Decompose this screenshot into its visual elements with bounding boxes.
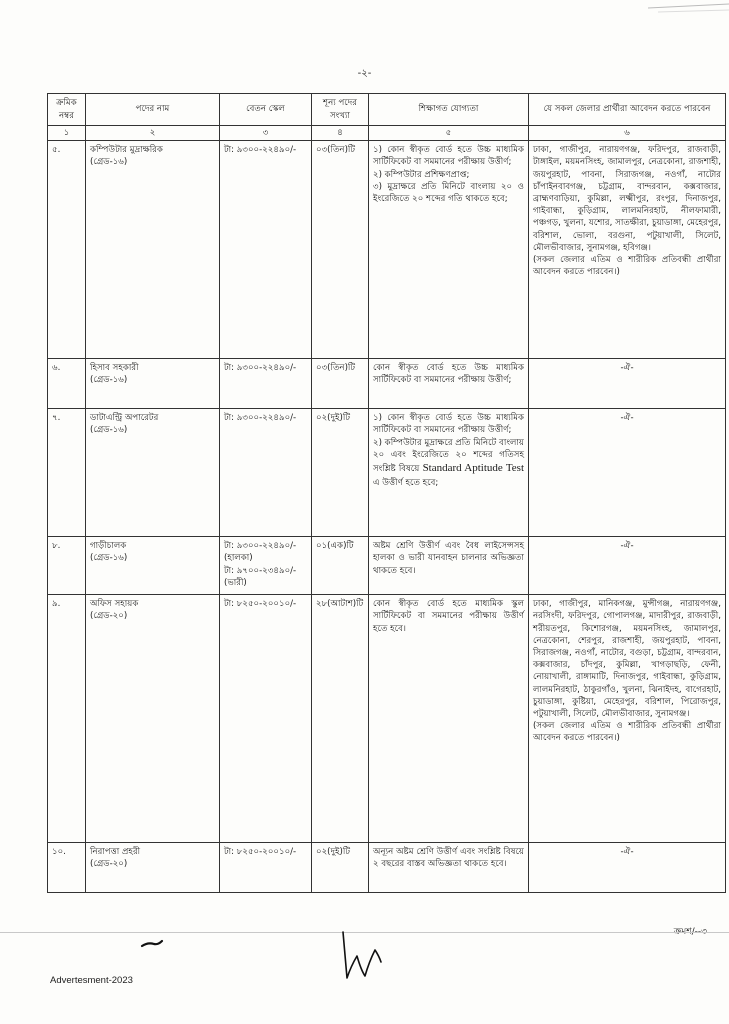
row-post (86, 843, 220, 893)
post-title: ডাটাএন্ট্রি অপারেটর (90, 413, 159, 424)
qualification-item-tail: এ উত্তীর্ণ হতে হবে; (373, 477, 439, 488)
post-grade: (গ্রেড-১৬) (90, 375, 128, 386)
row-post (86, 141, 220, 359)
column-number: ১ (48, 126, 86, 141)
row-qualification (369, 843, 529, 893)
row-qualification (369, 359, 529, 409)
row-vacancy: ০৩(তিন)টি (312, 141, 369, 359)
qualification-test-name: Standard Aptitude Test (422, 462, 525, 475)
post-grade: (গ্রেড-১৬) (90, 157, 128, 168)
post-title: কম্পিউটার মুদ্রাক্ষরিক (90, 145, 163, 156)
qualification-item: ১) কোন স্বীকৃত বোর্ড হতে উচ্চ মাধ্যমিক সার্টিফিকেট বা সমমানের পরীক্ষায় উত্তীর্ণ; (373, 413, 524, 436)
column-number-row (48, 126, 726, 141)
row-vacancy: ০২(দুই)টি (312, 843, 369, 893)
row-districts-same: -ঐ- (529, 359, 726, 409)
row-districts (529, 141, 726, 359)
row-districts-same: -ঐ- (529, 537, 726, 595)
column-number: ৩ (220, 126, 312, 141)
pay-scale-type: (ভারী) (224, 577, 247, 588)
post-grade: (গ্রেড-১৬) (90, 553, 128, 564)
district-list: ঢাকা, গাজীপুর, মানিকগঞ্জ, মুন্সীগঞ্জ, নারায়ণগঞ্জ, নরসিংদী, ফরিদপুর, গোপালগঞ্জ, মাদারীপুর, রাজবাড়ী, শরীয়তপুর, কিশোরগঞ্জ, ময়মনসিংহ, জামালপুর, নেত্রকোনা, শেরপুর, রাজশাহী, জয়পুরহাট, পাবনা, সিরাজগঞ্জ, নওগাঁ, নাটোর, বগুড়া, চট্টগ্রাম, বান্দরবান, কক্সবাজার, চাঁদপুর, কুমিল্লা, খাগড়াছড়ি, ফেনী, নোয়াখালী, রাঙ্গামাটি, দিনাজপুর, গাইবান্ধা, কুড়িগ্রাম, লালমনিরহাট, ঠাকুরগাঁও, খুলনা, ঝিনাইদহ, বাগেরহাট, চুয়াডাঙ্গা, কুষ্টিয়া, মেহেরপুর, বরিশাল, পিরোজপুর, পটুয়াখালী, সিলেট, মৌলভীবাজার, সুনামগঞ্জ। (533, 599, 721, 720)
row-districts (529, 595, 726, 843)
row-serial: ৯. (48, 595, 86, 843)
row-serial: ৫. (48, 141, 86, 359)
pay-scale-type: (হালকা) (224, 553, 253, 564)
post-grade: (গ্রেড-২০) (90, 611, 128, 622)
district-note: (সকল জেলার এতিম ও শারীরিক প্রতিবন্ধী প্রার্থীরা আবেদন করতে পারবেন।) (533, 721, 721, 744)
row-vacancy: ২৮(আটাশ)টি (312, 595, 369, 843)
district-list: ঢাকা, গাজীপুর, নারায়ণগঞ্জ, ফরিদপুর, রাজবাড়ী, টাঙ্গাইল, ময়মনসিংহ, জামালপুর, নেত্রকোনা, রাজশাহী, জয়পুরহাট, পাবনা, সিরাজগঞ্জ, নওগাঁ, নাটোর চাঁপাইনবাবগঞ্জ, চট্টগ্রাম, বান্দরবান, কক্সবাজার, ব্রাহ্মণবাড়িয়া, কুমিল্লা, লক্ষ্মীপুর, রংপুর, দিনাজপুর, গাইবান্ধা, কুড়িগ্রাম, লালমনিরহাট, নীলফামারী, পঞ্চগড়, খুলনা, যশোর, সাতক্ষীরা, চুয়াডাঙ্গা, মেহেরপুর, বরিশাল, ভোলা, বরগুনা, পটুয়াখালী, সিলেট, মৌলভীবাজার, সুনামগঞ্জ, হবিগঞ্জ। (533, 145, 721, 253)
column-number: ৪ (312, 126, 369, 141)
post-title: হিসাব সহকারী (90, 363, 139, 374)
qualification-item: অষ্টম শ্রেণি উত্তীর্ণ এবং বৈধ লাইসেন্সসহ হালকা ও ভারী যানবাহন চালনার অভিজ্ঞতা থাকতে হবে। (373, 541, 524, 576)
district-note: (সকল জেলার এতিম ও শারীরিক প্রতিবন্ধী প্রার্থীরা আবেদন করতে পারবেন।) (533, 255, 721, 278)
row-post (86, 359, 220, 409)
row-post (86, 537, 220, 595)
pay-scale: টা: ৯৩০০-২২৪৯০/- (224, 145, 297, 156)
row-scale (220, 537, 312, 595)
row-scale (220, 595, 312, 843)
post-title: নিরাপত্তা প্রহরী (90, 847, 141, 858)
row-qualification (369, 141, 529, 359)
column-number: ৬ (529, 126, 726, 141)
column-number: ৫ (369, 126, 529, 141)
ink-mark (140, 938, 164, 950)
continued-marker: ক্রমশ/--৩ (673, 927, 707, 937)
handwritten-signature (335, 926, 395, 986)
row-scale (220, 359, 312, 409)
header-vacancy: শূন্য পদের সংখ্যা (312, 94, 369, 126)
footer-label: Advertesment-2023 (50, 975, 133, 986)
row-post (86, 595, 220, 843)
table-row (48, 843, 726, 893)
row-scale (220, 843, 312, 893)
row-qualification (369, 595, 529, 843)
pay-scale: টা: ৯৩০০-২২৪৯০/- (224, 541, 297, 552)
pay-scale: টা: ৯৭০০-২৩৪৯০/- (224, 565, 297, 576)
table-row (48, 359, 726, 409)
table-row (48, 537, 726, 595)
pay-scale: টা: ৯৩০০-২২৪৯০/- (224, 413, 297, 424)
row-vacancy: ০১(এক)টি (312, 537, 369, 595)
header-districts: যে সকল জেলার প্রার্থীরা আবেদন করতে পারবেন (529, 94, 726, 126)
row-scale (220, 409, 312, 537)
row-post (86, 409, 220, 537)
post-title: গাড়ীচালক (90, 541, 127, 552)
table-row (48, 141, 726, 359)
header-qualification: শিক্ষাগত যোগ্যতা (369, 94, 529, 126)
qualification-item: ৩) মুদ্রাক্ষরে প্রতি মিনিটে বাংলায় ২০ ও ইংরেজিতে ২০ শব্দের গতি থাকতে হবে; (373, 181, 524, 205)
row-serial: ৮. (48, 537, 86, 595)
row-districts-same: -ঐ- (529, 843, 726, 893)
row-serial: ৬. (48, 359, 86, 409)
pay-scale: টা: ৮২৫০-২০০১০/- (224, 599, 297, 610)
recruitment-table (47, 93, 726, 893)
pay-scale: টা: ৯৩০০-২২৪৯০/- (224, 363, 297, 374)
table-header-row (48, 94, 726, 126)
qualification-item: কোন স্বীকৃত বোর্ড হতে উচ্চ মাধ্যমিক সার্টিফিকেট বা সমমানের পরীক্ষায় উত্তীর্ণ; (373, 363, 524, 386)
row-qualification (369, 409, 529, 537)
row-vacancy: ০২(দুই)টি (312, 409, 369, 537)
scan-edge-artifact (648, 0, 729, 20)
header-post: পদের নাম (86, 94, 220, 126)
post-title: অফিস সহায়ক (90, 599, 139, 610)
header-serial: ক্রমিক নম্বর (48, 94, 86, 126)
qualification-item: ২) কম্পিউটার প্রশিক্ষণপ্রাপ্ত; (373, 169, 470, 180)
page-number: -২- (357, 68, 372, 79)
qualification-item: কোন স্বীকৃত বোর্ড হতে মাধ্যমিক স্কুল সার্টিফিকেট বা সমমানের পরীক্ষায় উত্তীর্ণ হতে হবে। (373, 599, 524, 634)
post-grade: (গ্রেড-১৬) (90, 425, 128, 436)
row-vacancy: ০৩(তিন)টি (312, 359, 369, 409)
table-row (48, 409, 726, 537)
row-serial: ৭. (48, 409, 86, 537)
row-districts-same: -ঐ- (529, 409, 726, 537)
header-scale: বেতন স্কেল (220, 94, 312, 126)
column-number: ২ (86, 126, 220, 141)
row-scale (220, 141, 312, 359)
row-serial: ১০. (48, 843, 86, 893)
qualification-item: ২) কম্পিউটার মুদ্রাক্ষরে প্রতি মিনিটে বাংলায় ২০ এবং ইংরেজিতে ২০ শব্দের গতিসহ সংশ্লিষ্ট বিষয়ে (373, 437, 524, 475)
qualification-item: অন্যূন অষ্টম শ্রেণি উত্তীর্ণ এবং সংশ্লিষ্ট বিষয়ে ২ বছরের বাস্তব অভিজ্ঞতা থাকতে হবে। (373, 847, 524, 870)
row-qualification (369, 537, 529, 595)
qualification-item: ১) কোন স্বীকৃত বোর্ড হতে উচ্চ মাধ্যমিক সার্টিফিকেট বা সমমানের পরীক্ষায় উত্তীর্ণ; (373, 145, 524, 168)
table-row (48, 595, 726, 843)
post-grade: (গ্রেড-২০) (90, 859, 128, 870)
pay-scale: টা: ৮২৫০-২০০১০/- (224, 847, 297, 858)
